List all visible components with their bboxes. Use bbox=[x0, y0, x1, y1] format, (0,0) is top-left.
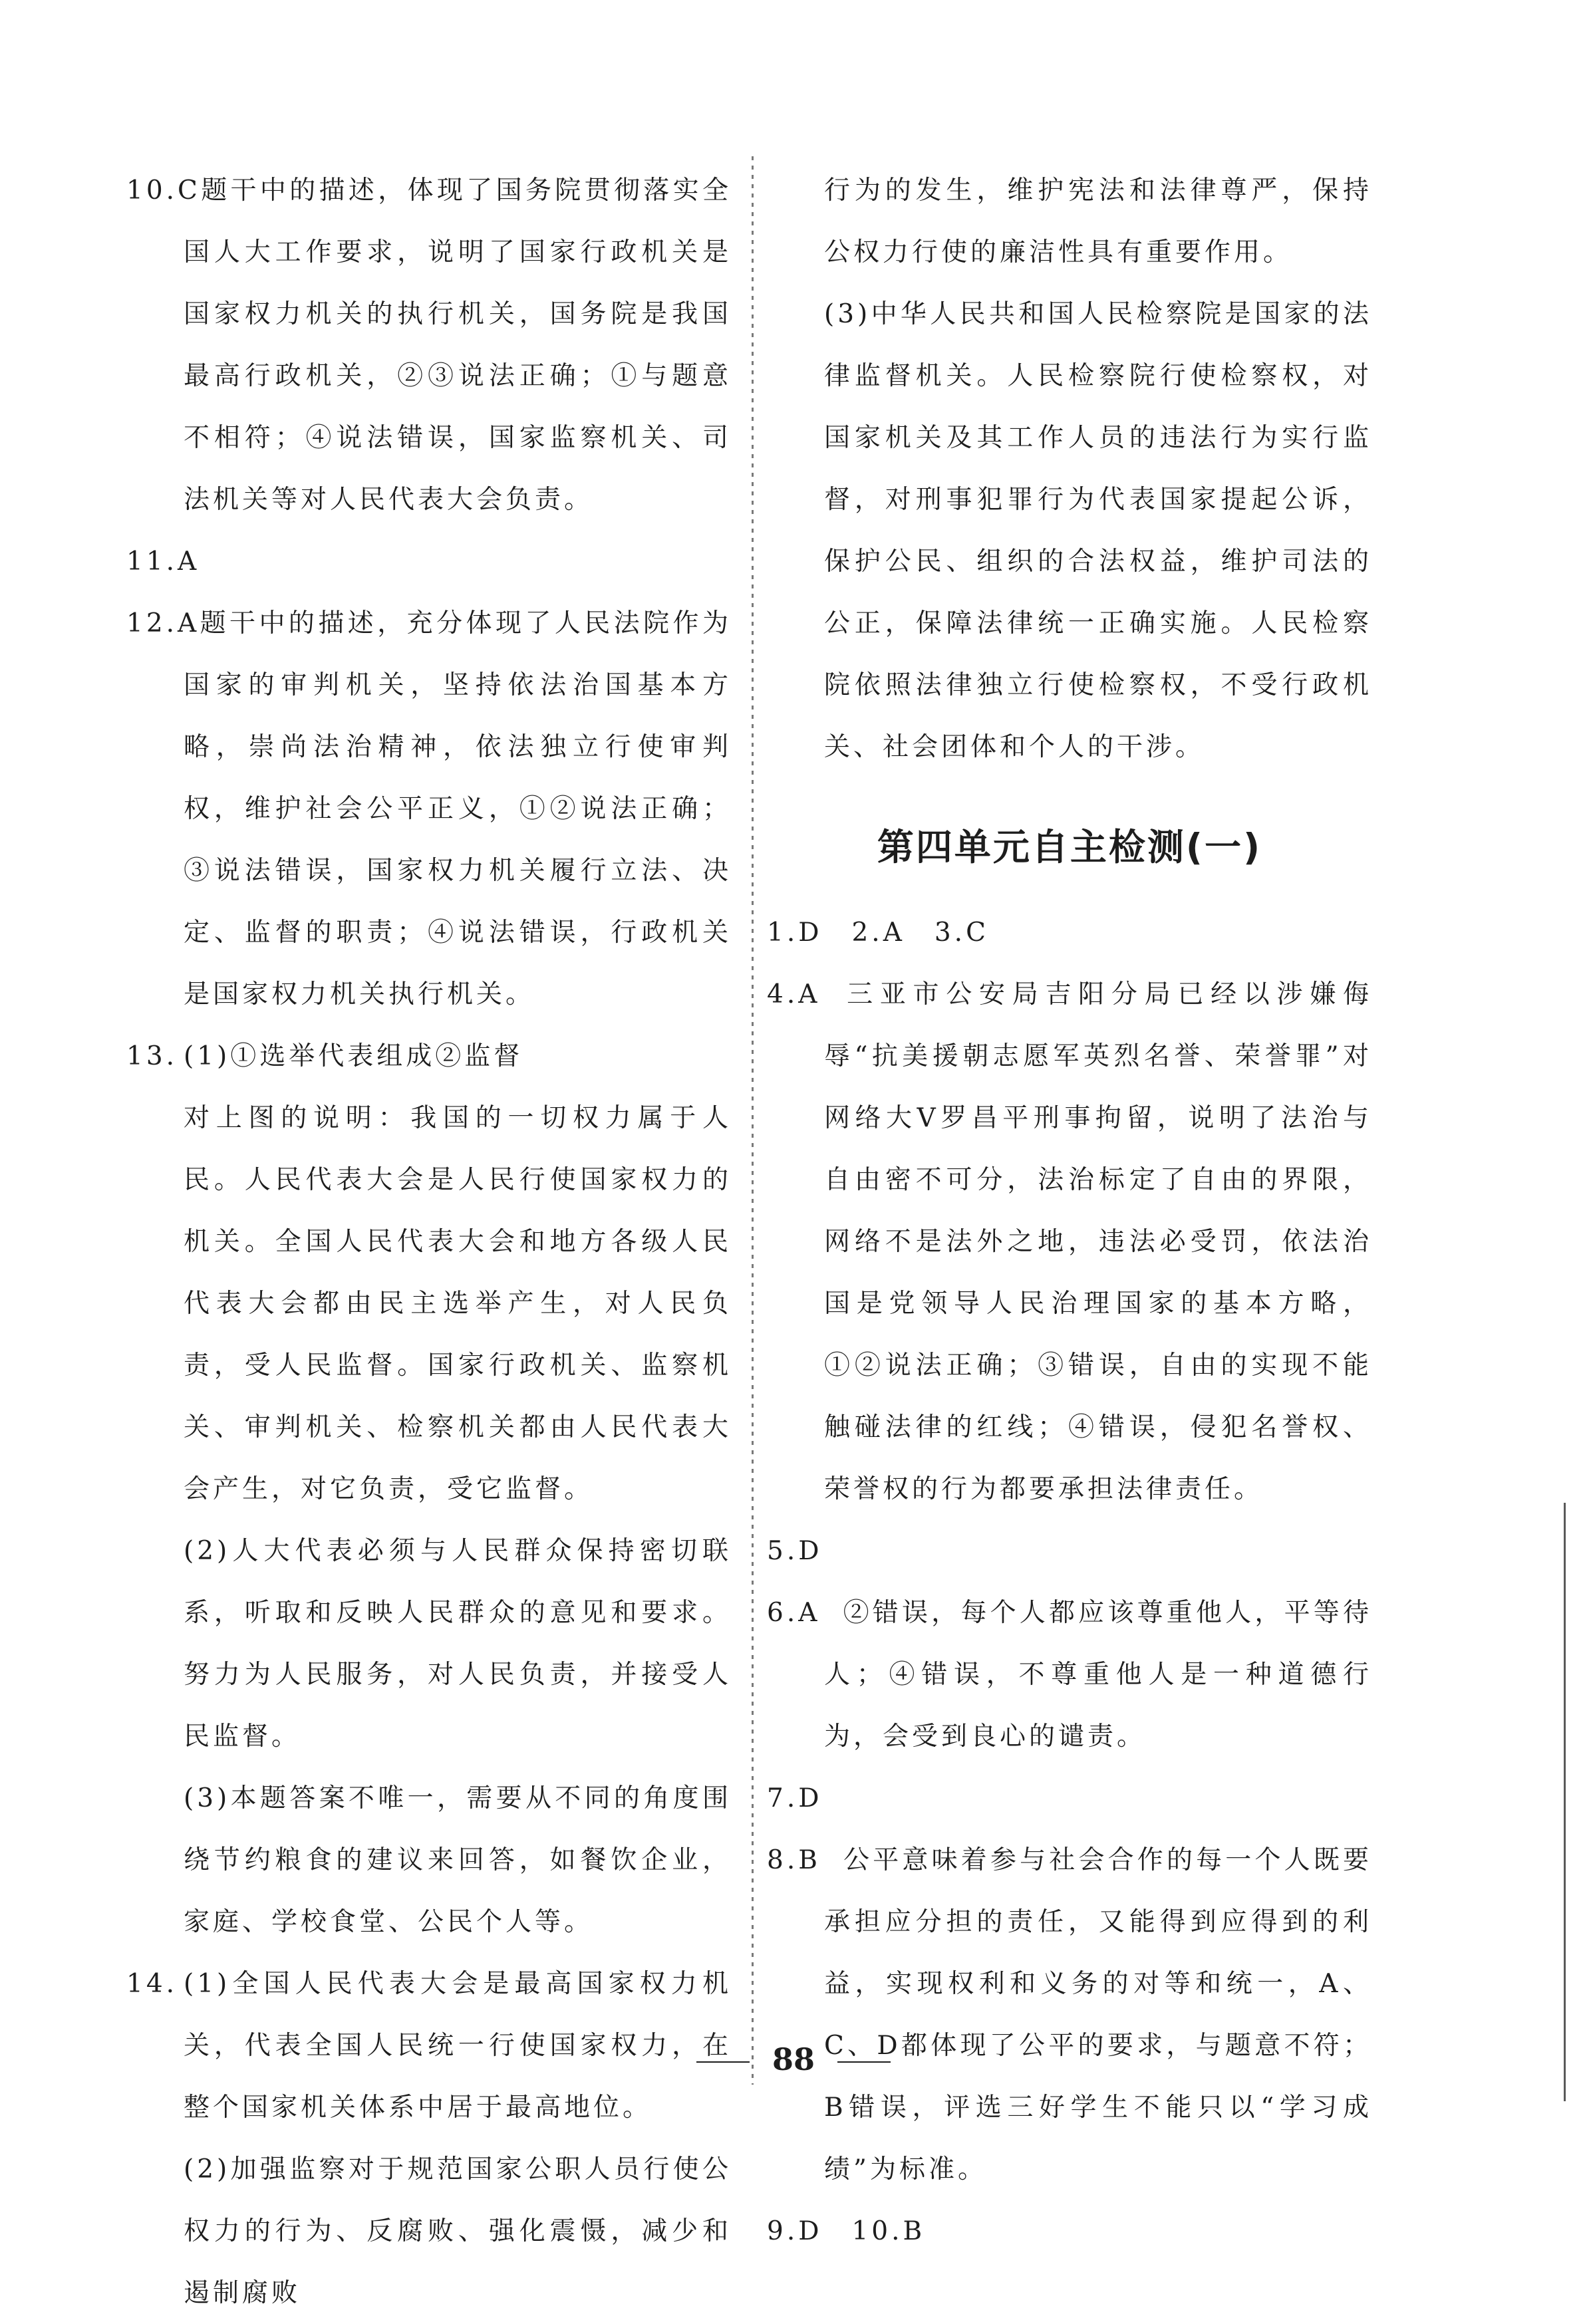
footer-dash-right bbox=[837, 2061, 891, 2063]
answer-4 bbox=[767, 964, 1372, 1520]
answer-10-label: 10.C bbox=[126, 176, 201, 205]
answers-9-10 bbox=[767, 2200, 1372, 2262]
answer-6 bbox=[767, 1582, 1372, 1767]
answer-4-label: 4.A bbox=[767, 979, 821, 1009]
left-column bbox=[126, 160, 732, 2324]
answer-10-unit4: 10.B bbox=[851, 2216, 926, 2246]
answer-1: 1.D bbox=[767, 918, 823, 948]
answer-13-part1 bbox=[126, 1025, 732, 1087]
answer-8-label: 8.B bbox=[767, 1845, 821, 1875]
answer-11-label: 11.A bbox=[126, 547, 200, 577]
answer-5-label: 5.D bbox=[767, 1536, 823, 1566]
answer-5 bbox=[767, 1520, 1372, 1582]
answer-13-p1: (1)①选举代表组成②监督 bbox=[184, 1041, 523, 1071]
footer-dash-left bbox=[696, 2061, 750, 2063]
answer-14-continued: 行为的发生，维护宪法和法律尊严，保持公权力行使的廉洁性具有重要作用。 bbox=[824, 176, 1372, 267]
answers-1-3 bbox=[767, 902, 1372, 964]
section-title: 第四单元自主检测(一) bbox=[877, 826, 1262, 868]
answer-4-text: 三亚市公安局吉阳分局已经以涉嫌侮辱“抗美援朝志愿军英烈名誉、荣誉罪”对网络大V罗昌平刑事拘留，说明了法治与自由密不可分，法治标定了自由的界限，网络不是法外之地，违法必受罚，依法治国是党领导人民治理国家的基本方略，①②说法正确；③错误，自由的实现不能触碰法律的红线；④错误，侵犯名誉权、荣誉权的行为都要承担法律责任。 bbox=[824, 979, 1372, 1504]
answer-13-label: 13. bbox=[126, 1041, 178, 1071]
answer-14-label: 14. bbox=[126, 1969, 178, 1999]
right-column bbox=[767, 160, 1372, 2262]
scan-edge-line bbox=[1564, 1503, 1566, 2101]
answer-10-text: 题干中的描述，体现了国务院贯彻落实全国人大工作要求，说明了国家行政机关是国家权力机关的执行机关，国务院是我国最高行政机关，②③说法正确；①与题意不相符；④说法错误，国家监察机关、司法机关等对人民代表大会负责。 bbox=[184, 176, 732, 515]
answer-6-text: ②错误，每个人都应该尊重他人，平等待人；④错误，不尊重他人是一种道德行为，会受到良心的谴责。 bbox=[824, 1598, 1372, 1751]
answer-7 bbox=[767, 1767, 1372, 1829]
answer-11 bbox=[126, 531, 732, 592]
answer-10 bbox=[126, 160, 732, 531]
answer-6-label: 6.A bbox=[767, 1598, 821, 1628]
answer-14-p2: (2)加强监察对于规范国家公职人员行使公权力的行为、反腐败、强化震慑，减少和遏制腐败 bbox=[184, 2154, 732, 2308]
page-number: 88 bbox=[772, 2041, 815, 2077]
answer-13-p2: 对上图的说明：我国的一切权力属于人民。人民代表大会是人民行使国家权力的机关。全国人民代表大会和地方各级人民代表大会都由民主选举产生，对人民负责，受人民监督。国家行政机关、监察机关、审判机关、检察机关都由人民代表大会产生，对它负责，受它监督。 bbox=[184, 1103, 732, 1504]
answer-13-p4: (3)本题答案不唯一，需要从不同的角度围绕节约粮食的建议来回答，如餐饮企业，家庭、学校食堂、公民个人等。 bbox=[184, 1783, 732, 1937]
answer-14-p1: (1)全国人民代表大会是最高国家权力机关，代表全国人民统一行使国家权力，在整个国家机关体系中居于最高地位。 bbox=[184, 1969, 732, 2123]
page-footer bbox=[0, 2041, 1587, 2077]
answer-9: 9.D bbox=[767, 2216, 823, 2246]
answer-3: 3.C bbox=[934, 918, 989, 948]
column-divider bbox=[752, 156, 754, 2085]
answer-8 bbox=[767, 1829, 1372, 2200]
answer-8-text: 公平意味着参与社会合作的每一个人既要承担应分担的责任，又能得到应得到的利益，实现权利和义务的对等和统一，A、C、D都体现了公平的要求，与题意不符；B错误，评选三好学生不能只以“学习成绩”为标准。 bbox=[824, 1845, 1372, 2184]
answer-13-p3: (2)人大代表必须与人民群众保持密切联系，听取和反映人民群众的意见和要求。努力为人民服务，对人民负责，并接受人民监督。 bbox=[184, 1536, 732, 1751]
answer-14-p3: (3)中华人民共和国人民检察院是国家的法律监督机关。人民检察院行使检察权，对国家机关及其工作人员的违法行为实行监督，对刑事犯罪行为代表国家提起公诉，保护公民、组织的合法权益，维护司法的公正，保障法律统一正确实施。人民检察院依照法律独立行使检察权，不受行政机关、社会团体和个人的干涉。 bbox=[824, 299, 1372, 762]
answer-2: 2.A bbox=[851, 918, 905, 948]
answer-12-label: 12.A bbox=[126, 608, 200, 638]
answer-12-text: 题干中的描述，充分体现了人民法院作为国家的审判机关，坚持依法治国基本方略，崇尚法治精神，依法独立行使审判权，维护社会公平正义，①②说法正确；③说法错误，国家权力机关履行立法、决定、监督的职责；④说法错误，行政机关是国家权力机关执行机关。 bbox=[184, 608, 732, 1009]
answer-12 bbox=[126, 592, 732, 1025]
answer-7-label: 7.D bbox=[767, 1783, 823, 1813]
